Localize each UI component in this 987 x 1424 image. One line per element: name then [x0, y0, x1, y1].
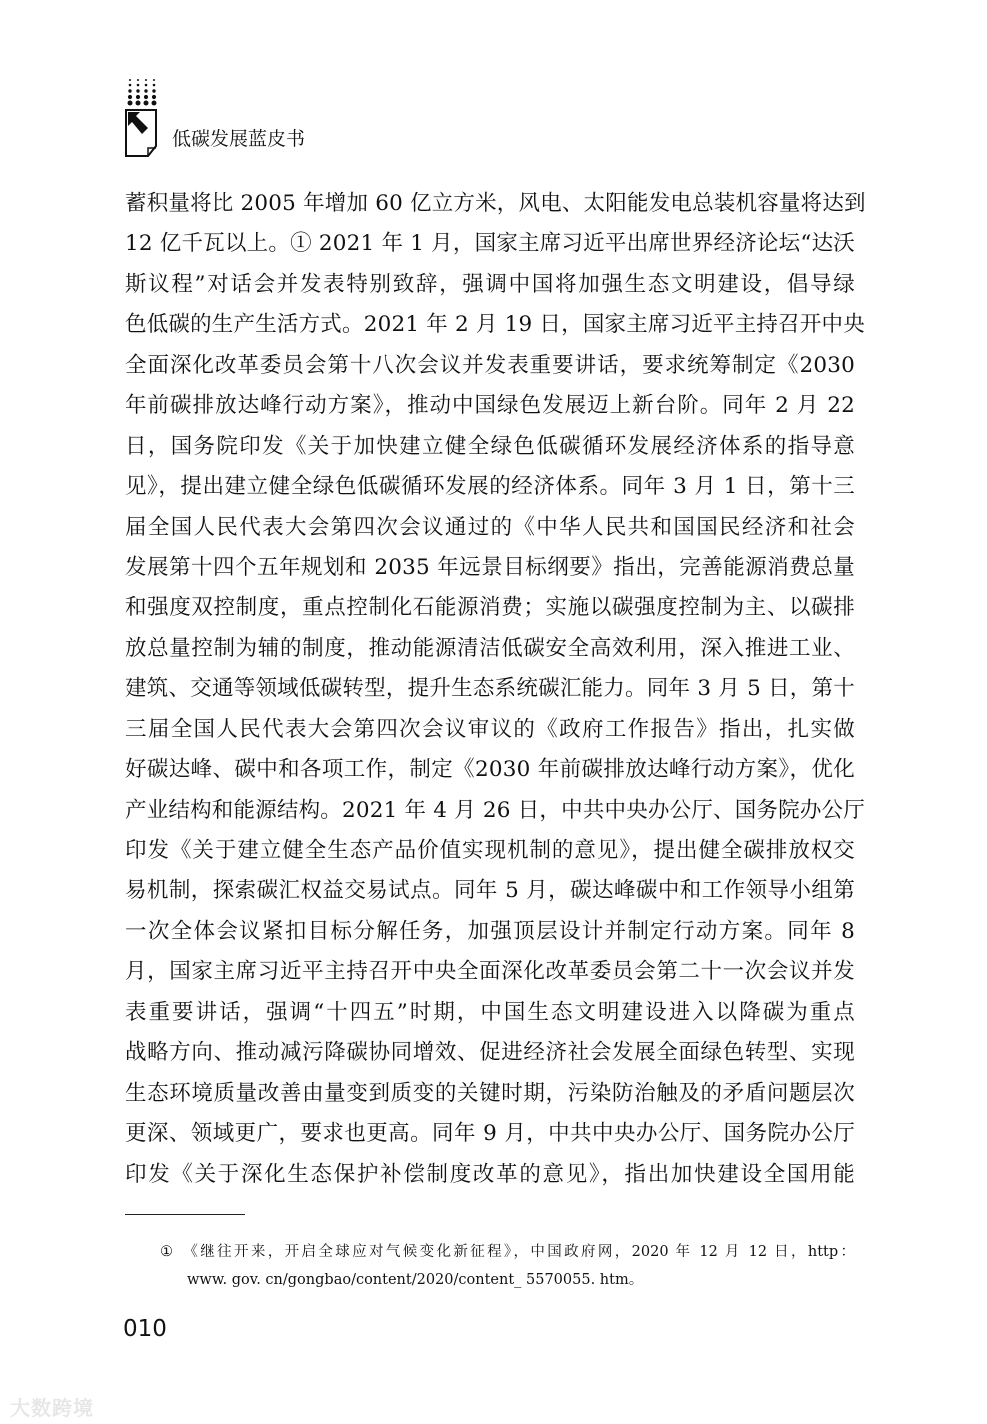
footnote	[160, 1238, 855, 1294]
book-arrow-logo-icon	[124, 76, 160, 160]
body-text-line: 蓄积量将比 2005 年增加 60 亿立方米，风电、太阳能发电总装机容量将达到	[125, 191, 866, 216]
footnote-text-line-1: 《继往开来，开启全球应对气候变化新征程》，中国政府网，2020 年 12 月 12 日，http：	[183, 1244, 855, 1260]
body-text-line: 好碳达峰、碳中和各项工作，制定《2030 年前碳排放达峰行动方案》，优化	[125, 757, 855, 783]
body-paragraph	[125, 184, 866, 1195]
body-text-line: 放总量控制为辅的制度，推动能源清洁低碳安全高效利用，深入推进工业、	[125, 635, 855, 661]
body-text-line: 届全国人民代表大会第四次会议通过的《中华人民共和国国民经济和社会	[125, 514, 855, 540]
body-text-line: 月，国家主席习近平主持召开中央全面深化改革委员会第二十一次会议并发	[125, 959, 855, 985]
body-text-line: 色低碳的生产生活方式。2021 年 2 月 19 日，国家主席习近平主持召开中央	[125, 312, 865, 338]
watermark: 大数跨境	[10, 1396, 94, 1420]
body-text-line: 年前碳排放达峰行动方案》，推动中国绿色发展迈上新台阶。同年 2 月 22	[125, 393, 855, 419]
footnote-mark: ①	[160, 1244, 176, 1260]
body-text-line: 生态环境质量改善由量变到质变的关键时期，污染防治触及的矛盾问题层次	[125, 1080, 855, 1106]
page-number: 010	[123, 1316, 167, 1342]
running-title: 低碳发展蓝皮书	[172, 128, 306, 150]
body-text-line: 易机制，探索碳汇权益交易试点。同年 5 月，碳达峰碳中和工作领导小组第	[125, 878, 855, 904]
body-text-line: 三届全国人民代表大会第四次会议审议的《政府工作报告》指出，扎实做	[125, 716, 855, 742]
body-text-line: 12 亿千瓦以上。① 2021 年 1 月，国家主席习近平出席世界经济论坛“达沃	[125, 231, 855, 257]
body-text-line: 建筑、交通等领域低碳转型，提升生态系统碳汇能力。同年 3 月 5 日，第十	[125, 676, 855, 702]
body-text-line: 日，国务院印发《关于加快建立健全绿色低碳循环发展经济体系的指导意	[125, 433, 855, 459]
footnote-divider	[125, 1214, 245, 1215]
body-text-line: 印发《关于建立健全生态产品价值实现机制的意见》，提出健全碳排放权交	[125, 838, 855, 863]
body-text-line: 表重要讲话，强调“十四五”时期，中国生态文明建设进入以降碳为重点	[125, 999, 855, 1025]
body-text-line: 战略方向、推动减污降碳协同增效、促进经济社会发展全面绿色转型、实现	[125, 1040, 855, 1066]
body-text-line: 全面深化改革委员会第十八次会议并发表重要讲话，要求统筹制定《2030	[125, 352, 855, 378]
footnote-text-line-2: www. gov. cn/gongbao/content/2020/content_ 5570055. htm。	[187, 1272, 644, 1288]
body-text-line: 一次全体会议紧扣目标分解任务，加强顶层设计并制定行动方案。同年 8	[125, 918, 855, 944]
body-text-line: 更深、领域更广，要求也更高。同年 9 月，中共中央办公厅、国务院办公厅	[125, 1121, 855, 1147]
body-text-line: 斯议程”对话会并发表特别致辞，强调中国将加强生态文明建设，倡导绿	[125, 271, 855, 297]
body-text-line: 印发《关于深化生态保护补偿制度改革的意见》，指出加快建设全国用能	[125, 1161, 855, 1187]
body-text-line: 产业结构和能源结构。2021 年 4 月 26 日，中共中央办公厅、国务院办公厅	[125, 797, 865, 823]
body-text-line: 发展第十四个五年规划和 2035 年远景目标纲要》指出，完善能源消费总量	[125, 554, 855, 580]
body-text-line: 和强度双控制度，重点控制化石能源消费；实施以碳强度控制为主、以碳排	[125, 595, 855, 621]
body-text-line: 见》，提出建立健全绿色低碳循环发展的经济体系。同年 3 月 1 日，第十三	[125, 474, 855, 500]
